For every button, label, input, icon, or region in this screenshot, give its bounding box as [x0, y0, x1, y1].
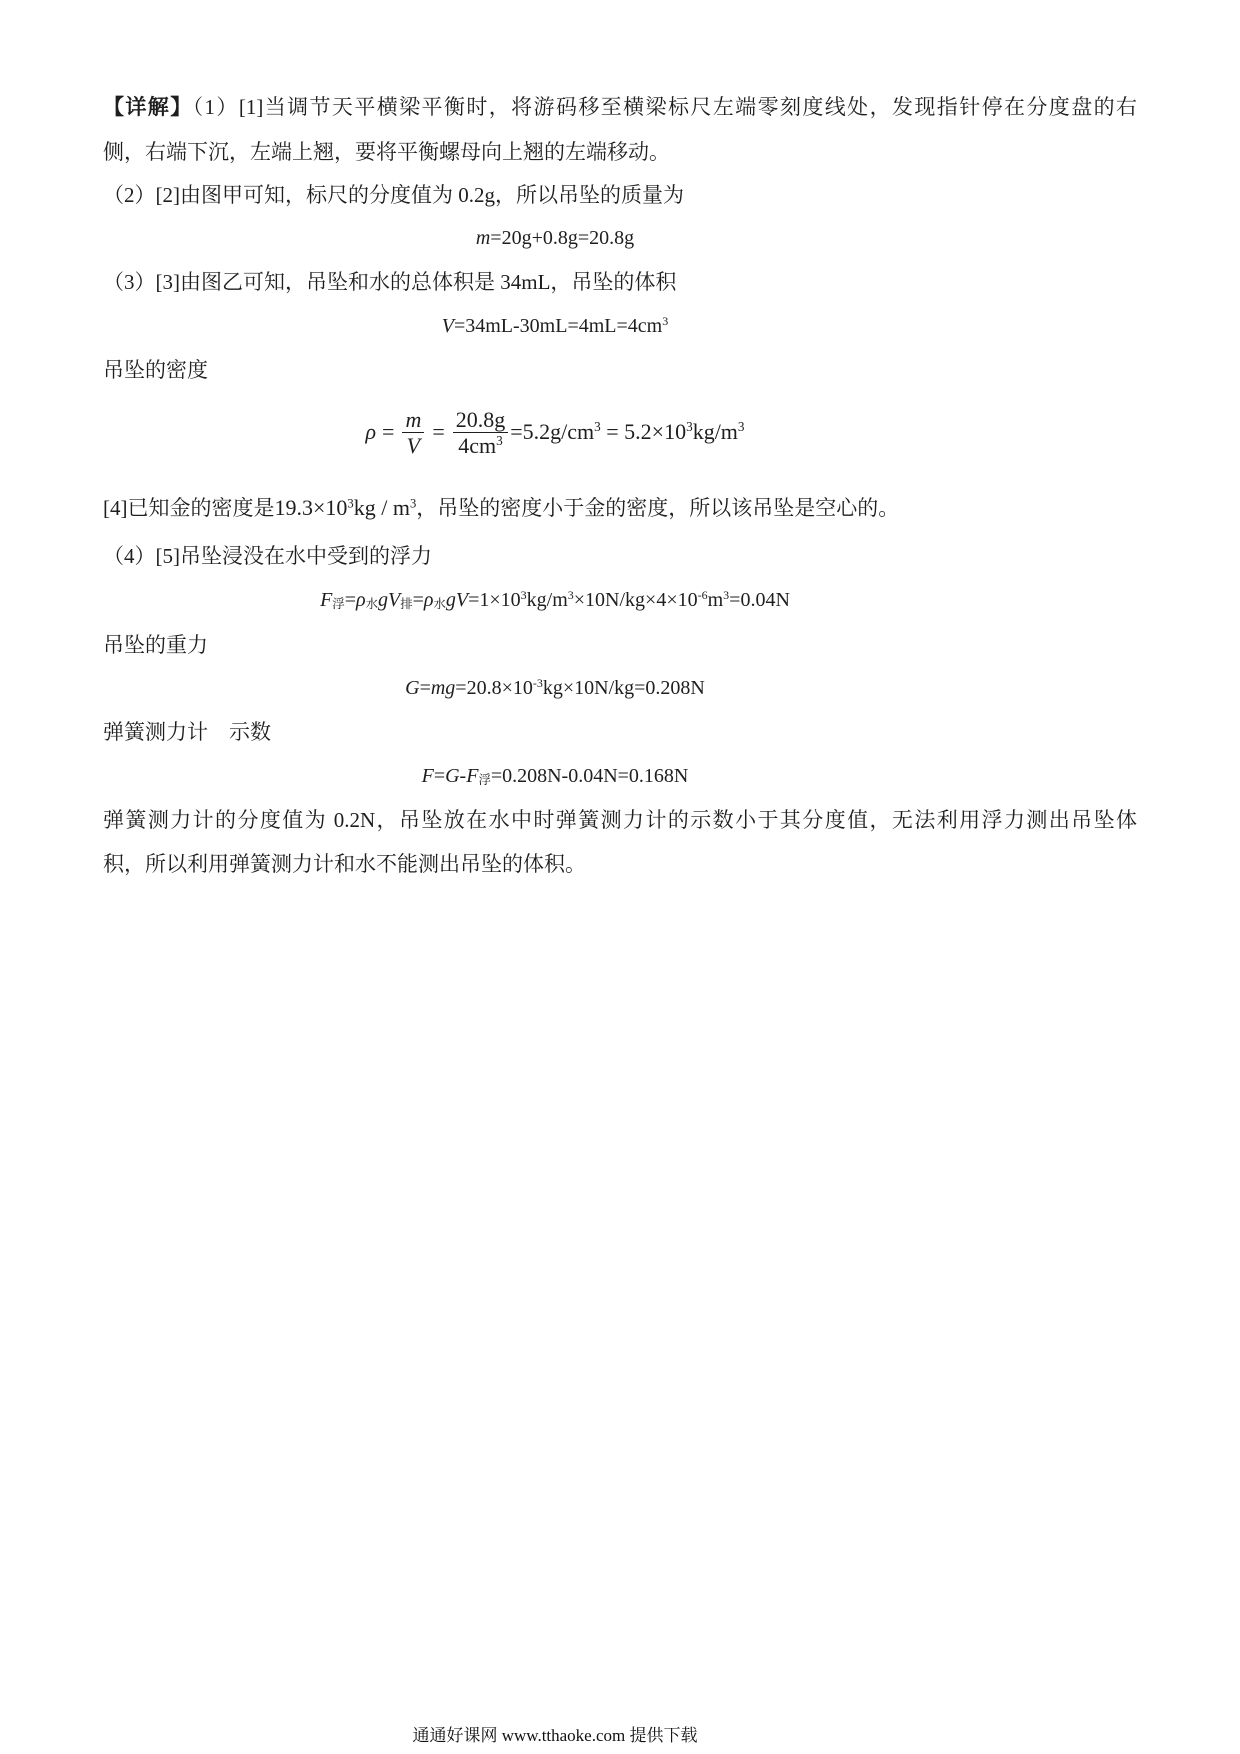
text-segment: 浮	[332, 597, 345, 612]
solution-line-gold-density	[103, 493, 899, 523]
fraction-numerator: m	[405, 406, 422, 432]
text-segment: =0.208N-0.04N=0.168N	[490, 765, 689, 787]
text-segment: G	[405, 677, 420, 699]
text-segment: 3	[409, 496, 417, 511]
text-segment: kg×10N/kg=0.208N	[542, 677, 705, 699]
text-segment: gV	[445, 589, 469, 611]
text-segment: gV	[377, 589, 401, 611]
text-segment: 浮	[478, 773, 491, 788]
text-segment: -6	[697, 587, 708, 602]
text-segment: -	[459, 765, 467, 787]
volume-formula	[103, 311, 1007, 341]
text-segment: =20g+0.8g=20.8g	[490, 227, 635, 249]
text-segment: = 5.2×10	[600, 419, 687, 444]
fraction-values	[453, 407, 509, 458]
solution-line-3: （2）[2]由图甲可知，标尺的分度值为 0.2g，所以吊坠的质量为	[103, 183, 684, 207]
text-segment: 3	[347, 496, 354, 511]
text-segment: ρ	[355, 589, 366, 611]
text-segment: =	[433, 765, 446, 787]
text-segment: kg/m	[692, 419, 738, 444]
solution-line-2: 侧，右端下沉，左端上翘，要将平衡螺母向上翘的左端移动。	[103, 140, 670, 164]
text-segment: m	[707, 589, 724, 611]
text-segment: 3	[723, 587, 730, 602]
text-segment: V	[441, 315, 454, 337]
reading-formula	[103, 761, 1007, 791]
text-segment: G	[445, 765, 460, 787]
text-segment: -3	[532, 675, 543, 690]
text-segment: 排	[400, 597, 413, 612]
density-formula	[103, 405, 1007, 459]
text-segment: =	[419, 677, 431, 699]
equals-sign: =	[382, 419, 395, 444]
fraction-m-over-v	[402, 407, 424, 458]
text-segment: 【详解】	[103, 95, 193, 119]
text-segment: 水	[365, 597, 378, 612]
text-segment: =34mL-30mL=4mL=4cm	[453, 315, 663, 337]
text-segment: =5.2g/cm	[510, 419, 595, 444]
text-segment: =	[412, 589, 424, 611]
text-segment: 3	[567, 587, 574, 602]
equals-sign: =	[432, 419, 445, 444]
text-segment: mg	[430, 677, 456, 699]
text-segment: =	[344, 589, 356, 611]
reading-label: 弹簧测力计 示数	[103, 720, 271, 744]
conclusion-line-2: 积，所以利用弹簧测力计和水不能测出吊坠的体积。	[103, 852, 586, 876]
text-segment: F	[466, 765, 479, 787]
text-segment: 3	[520, 587, 527, 602]
text-segment: =1×10	[468, 589, 521, 611]
solution-line-1	[103, 92, 1137, 122]
text-segment: 3	[737, 419, 745, 435]
text-segment: 4cm	[458, 432, 497, 458]
text-segment: 3	[496, 432, 503, 448]
density-label: 吊坠的密度	[103, 358, 208, 382]
text-segment: [4]已知金的密度是	[103, 496, 275, 520]
gravity-formula	[103, 673, 1007, 703]
fraction-numerator: 20.8g	[455, 406, 506, 432]
fraction-denominator: V	[406, 432, 421, 458]
text-segment: ×10N/kg×4×10	[573, 589, 698, 611]
text-segment: ρ	[423, 589, 434, 611]
text-segment: ，吊坠的密度小于金的密度，所以该吊坠是空心的。	[416, 496, 900, 520]
page-footer: 通通好课网 www.tthaoke.com 提供下载	[412, 1726, 698, 1745]
text-segment: （1）[1]当调节天平横梁平衡时，将游码移至横梁标尺左端零刻度线处，发现指针停在分度盘的右	[192, 95, 1138, 119]
text-segment: 3	[594, 419, 601, 435]
text-segment: 3	[662, 313, 669, 328]
fraction-denominator	[455, 433, 505, 458]
text-segment: kg/m	[526, 589, 568, 611]
solution-line-4: （3）[3]由图乙可知，吊坠和水的总体积是 34mL，吊坠的体积	[103, 270, 677, 294]
density-result	[510, 419, 744, 445]
text-segment: 水	[433, 597, 446, 612]
solution-line-5: （4）[5]吊坠浸没在水中受到的浮力	[103, 544, 432, 568]
buoyancy-formula	[103, 585, 1007, 615]
text-segment: 3	[686, 419, 693, 435]
text-segment: =20.8×10	[455, 677, 533, 699]
text-segment: F	[320, 589, 333, 611]
text-segment: 19.3×10	[274, 495, 348, 520]
density-symbol: ρ	[365, 419, 377, 444]
mass-formula	[103, 223, 1007, 253]
text-segment: kg / m	[353, 495, 410, 520]
text-segment: =0.04N	[729, 589, 790, 611]
text-segment: m	[475, 227, 491, 249]
text-segment: F	[421, 765, 434, 787]
conclusion-line-1: 弹簧测力计的分度值为 0.2N，吊坠放在水中时弹簧测力计的示数小于其分度值，无法利用浮力测出吊坠体	[103, 808, 1137, 832]
gravity-label: 吊坠的重力	[103, 633, 208, 657]
